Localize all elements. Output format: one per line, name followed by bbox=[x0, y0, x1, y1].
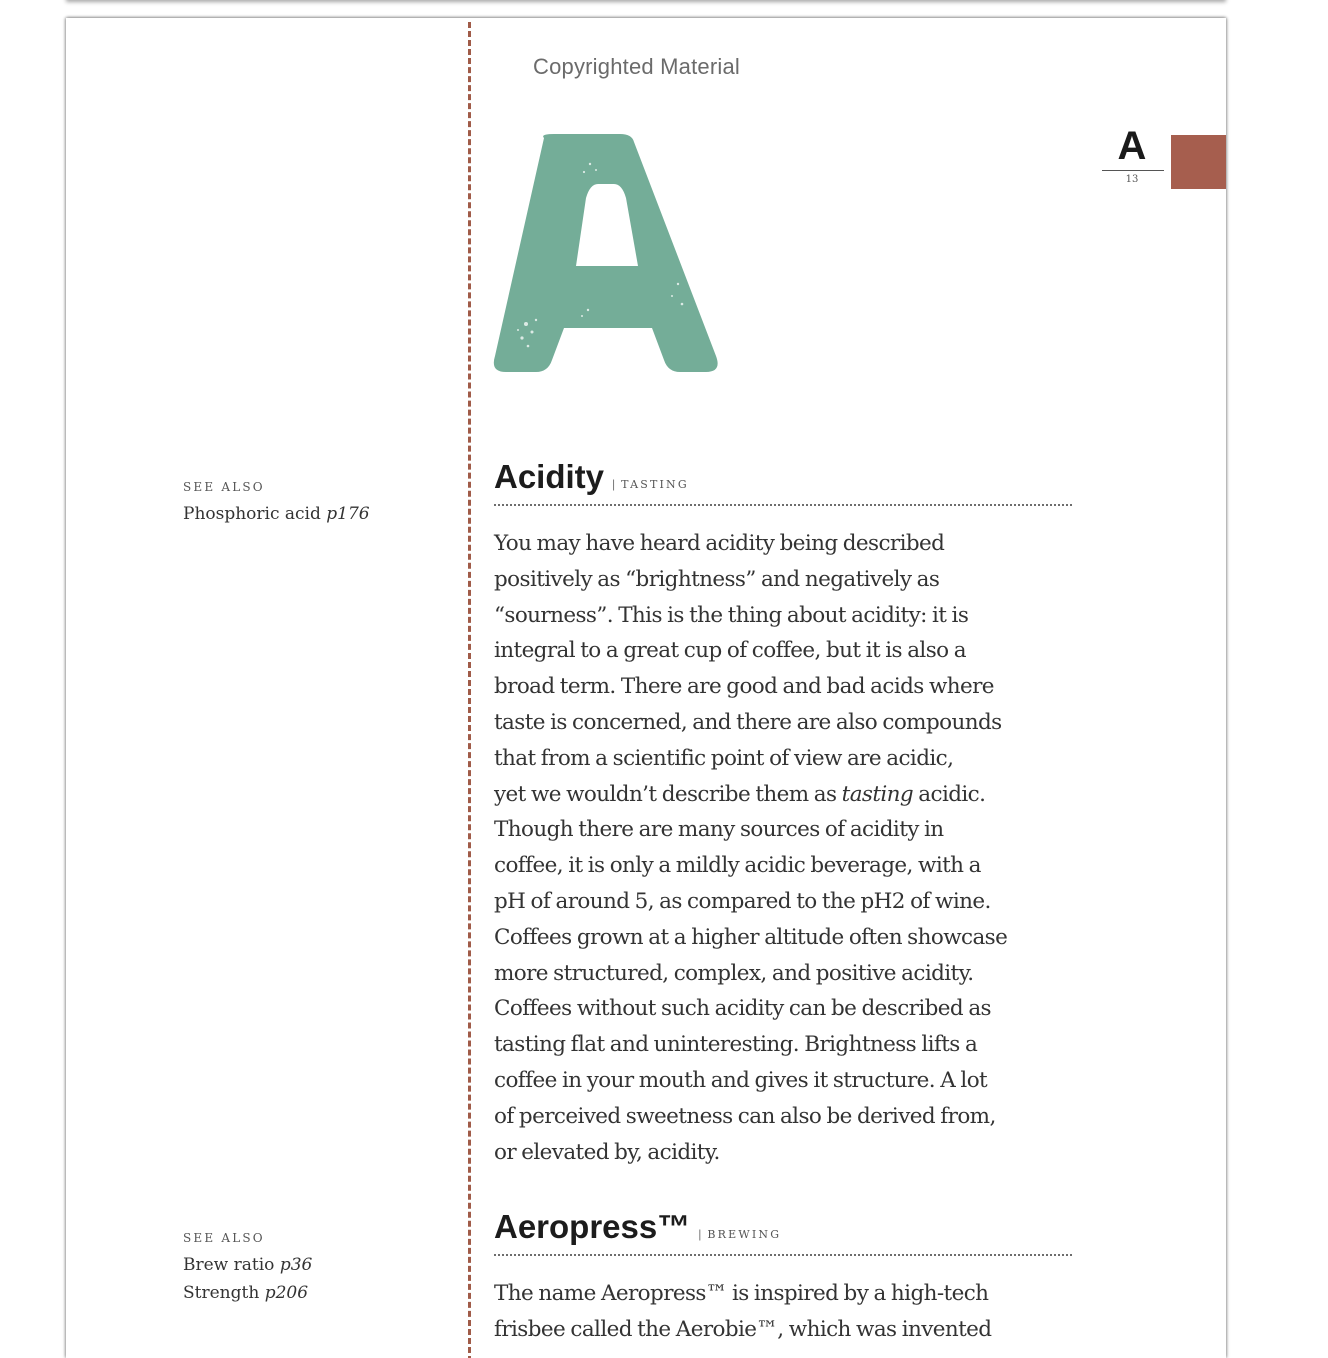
dotted-divider bbox=[494, 1254, 1072, 1256]
body-line: broad term. There are good and bad acids where bbox=[494, 674, 994, 700]
body-line: more structured, complex, and positive acidity. bbox=[494, 960, 974, 986]
entry-separator: | bbox=[612, 477, 616, 491]
page-number: 13 bbox=[1125, 174, 1139, 185]
see-also-acidity bbox=[183, 480, 463, 528]
see-also-label: SEE ALSO bbox=[183, 1231, 265, 1245]
body-line: taste is concerned, and there are also compounds bbox=[494, 709, 1002, 735]
thumb-index-letter: A bbox=[1117, 124, 1147, 168]
body-line: Though there are many sources of acidity in bbox=[494, 817, 944, 843]
see-also-item bbox=[183, 500, 463, 528]
body-line: that from a scientific point of view are acidic, bbox=[494, 745, 954, 771]
entry-category: TASTING bbox=[621, 478, 689, 491]
see-also-term: Phosphoric acid bbox=[183, 504, 321, 524]
body-line: frisbee called the Aerobie™, which was invented bbox=[494, 1316, 992, 1342]
entry-heading bbox=[494, 1208, 1074, 1246]
body-line: of perceived sweetness can also be derived from, bbox=[494, 1103, 996, 1129]
body-line-tail: acidic. bbox=[913, 781, 986, 807]
see-also-page-ref: p176 bbox=[326, 504, 370, 524]
body-line: “sourness”. This is the thing about acidity: it is bbox=[494, 602, 969, 628]
dashed-margin-rule bbox=[468, 22, 471, 1358]
body-line: coffee in your mouth and gives it structure. A lot bbox=[494, 1067, 988, 1093]
book-page bbox=[66, 18, 1226, 1358]
body-line: or elevated by, acidity. bbox=[494, 1139, 720, 1165]
copyright-notice: Copyrighted Material bbox=[533, 54, 740, 79]
entry-separator: | bbox=[698, 1227, 702, 1241]
entry-body-text bbox=[494, 526, 1074, 1170]
body-line: integral to a great cup of coffee, but it is also a bbox=[494, 638, 966, 664]
see-also-aeropress bbox=[183, 1231, 463, 1307]
section-letter-graphic bbox=[492, 134, 722, 374]
entry-body-text bbox=[494, 1276, 1074, 1348]
entry-title: Acidity bbox=[494, 458, 605, 495]
entry-category: BREWING bbox=[707, 1228, 782, 1241]
see-also-term: Brew ratio bbox=[183, 1255, 275, 1275]
see-also-item bbox=[183, 1279, 463, 1307]
thumb-index-tab bbox=[1171, 135, 1226, 189]
body-line: The name Aeropress™ is inspired by a high-tech bbox=[494, 1281, 989, 1306]
big-letter-a-shape bbox=[494, 134, 718, 372]
see-also-item bbox=[183, 1251, 463, 1279]
body-line: You may have heard acidity being described bbox=[494, 531, 945, 556]
entry-acidity bbox=[494, 458, 1074, 1170]
entry-aeropress bbox=[494, 1208, 1074, 1348]
body-line: tasting flat and uninteresting. Brightness lifts a bbox=[494, 1032, 978, 1058]
body-line: pH of around 5, as compared to the pH2 of wine. bbox=[494, 888, 991, 914]
body-line-lead: yet we wouldn’t describe them as bbox=[494, 781, 837, 807]
body-line: positively as “brightness” and negatively as bbox=[494, 566, 940, 592]
see-also-label: SEE ALSO bbox=[183, 480, 265, 494]
entry-heading bbox=[494, 458, 1074, 496]
entry-title: Aeropress™ bbox=[494, 1208, 691, 1245]
see-also-term: Strength bbox=[183, 1283, 260, 1303]
thumb-index-divider bbox=[1102, 170, 1164, 171]
see-also-page-ref: p206 bbox=[264, 1283, 309, 1303]
body-line: coffee, it is only a mildly acidic beverage, with a bbox=[494, 853, 981, 879]
body-line: Coffees without such acidity can be described as bbox=[494, 996, 991, 1022]
see-also-page-ref: p36 bbox=[279, 1255, 313, 1275]
body-line: Coffees grown at a higher altitude often showcase bbox=[494, 924, 1008, 950]
italic-term: tasting bbox=[841, 781, 914, 807]
dotted-divider bbox=[494, 504, 1072, 506]
body-line-with-italic bbox=[494, 777, 1074, 813]
